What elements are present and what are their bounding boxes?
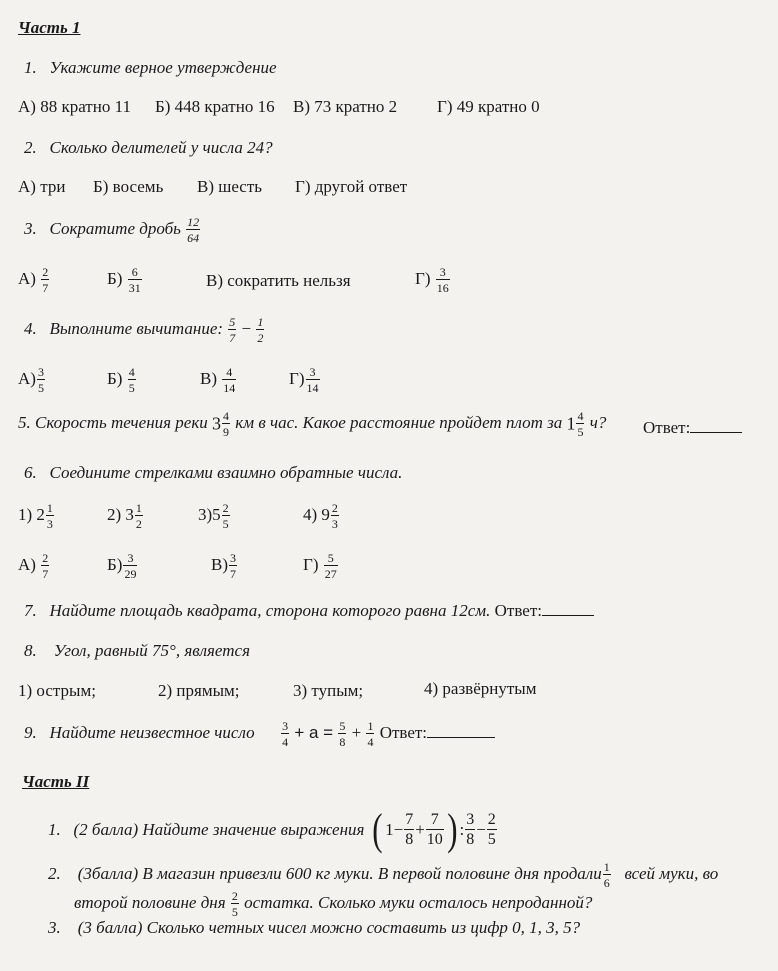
q1-number: 1. bbox=[24, 58, 37, 77]
q3-question bbox=[24, 216, 201, 244]
q6-left-2[interactable]: 2) 3 $\frac{1}{2}$ bbox=[107, 501, 142, 531]
q1-question bbox=[24, 58, 277, 78]
t3-text: (3 балла) Сколько четных чисел можно составить из цифр 0, 1, 3, 5? bbox=[77, 918, 581, 937]
q8-option-4: 4) развёрнутым bbox=[424, 679, 537, 698]
q9-question: 9. Найдите неизвестное число $\frac{3}{4}$ + a = $\frac{5}{8}$ + $\frac{1}{4}$ Ответ: bbox=[24, 720, 495, 748]
q1-option-c: В) 73 кратно 2 bbox=[293, 97, 398, 116]
q2-option-b: Б) восемь bbox=[93, 177, 164, 196]
q9-text: Найдите неизвестное число bbox=[49, 722, 255, 742]
q1-option-b: Б) 448 кратно 16 bbox=[155, 97, 275, 116]
q2-option-c: В) шесть bbox=[197, 177, 263, 196]
q2-text: Сколько делителей у числа 24? bbox=[49, 138, 273, 157]
t1-text: (2 балла) Найдите значение выражения bbox=[73, 820, 365, 839]
q3-option-c: В) сократить нельзя bbox=[206, 271, 351, 290]
q8-number: 8. bbox=[24, 641, 37, 660]
t1-question bbox=[48, 807, 498, 853]
q1-text: Укажите верное утверждение bbox=[49, 58, 277, 77]
q7-answer-label: Ответ: bbox=[494, 601, 542, 620]
q8-question bbox=[24, 641, 250, 661]
q9-answer-blank[interactable] bbox=[427, 723, 495, 738]
q7-number: 7. bbox=[24, 601, 37, 620]
q6-right-b[interactable]: Б) $\frac{3}{29}$ bbox=[107, 551, 137, 581]
q6-left-3[interactable]: 3)5 $\frac{2}{5}$ bbox=[198, 501, 229, 531]
q6-number: 6. bbox=[24, 463, 37, 482]
q7-answer-blank[interactable] bbox=[542, 601, 594, 616]
q2-number: 2. bbox=[24, 138, 37, 157]
t1-expression: ( 1 − $\frac{7}{8}$ + $\frac{7}{10}$ ) : $\frac{3}{8}$ − $\frac{2}{5}$ bbox=[372, 805, 496, 854]
q2-question bbox=[24, 138, 273, 158]
t3-number: 3. bbox=[48, 918, 61, 937]
t2-number: 2. bbox=[48, 863, 61, 883]
q4-number: 4. bbox=[24, 318, 37, 338]
t3-question bbox=[48, 918, 580, 938]
q5-answer[interactable]: Ответ: bbox=[643, 418, 742, 438]
q2-option-a: А) три bbox=[18, 177, 66, 196]
t2-line1: 2. (3балла) В магазин привезли 600 кг муки. В первой половине дня продали $\frac{1}{6}$ всей муки, во bbox=[48, 860, 719, 890]
q8-option-3: 3) тупым; bbox=[293, 681, 364, 700]
q6-left-4[interactable]: 4) 9 $\frac{2}{3}$ bbox=[303, 501, 338, 531]
t2-line2: второй половине дня $\frac{2}{5}$ остатка. Сколько муки осталось непроданной? bbox=[74, 889, 593, 919]
q3-fraction: $\frac{12}{64}$ bbox=[187, 215, 200, 245]
q6-question bbox=[24, 463, 402, 483]
q6-text: Соедините стрелками взаимно обратные числа. bbox=[49, 463, 403, 482]
part2-title: Часть II bbox=[22, 772, 90, 791]
q6-right-d[interactable]: Г) $\frac{5}{27}$ bbox=[303, 551, 337, 581]
q8-option-1: 1) острым; bbox=[18, 681, 96, 700]
q2-option-d: Г) другой ответ bbox=[295, 177, 408, 196]
q9-answer-label: Ответ: bbox=[379, 722, 428, 742]
q1-option-d: Г) 49 кратно 0 bbox=[437, 97, 540, 116]
q3-option-d: Г) $\frac{3}{16}$ bbox=[415, 265, 449, 295]
q3-option-b: Б) $\frac{6}{31}$ bbox=[107, 265, 141, 295]
q6-right-a[interactable]: А) $\frac{2}{7}$ bbox=[18, 551, 49, 581]
q4-option-c: В) $\frac{4}{14}$ bbox=[200, 365, 236, 395]
part1-title: Часть 1 bbox=[18, 18, 81, 37]
q3-number: 3. bbox=[24, 218, 37, 238]
t1-number: 1. bbox=[48, 820, 61, 839]
q5-question: 5. Скорость течения реки 3 $\frac{4}{9}$ км в час. Какое расстояние пройдет плот за 1 $\frac{4}{5}$ ч? bbox=[18, 409, 607, 439]
q4-question: 4. Выполните вычитание: $\frac{5}{7}$ − $\frac{1}{2}$ bbox=[24, 315, 264, 345]
q3-text: Сократите дробь bbox=[49, 218, 181, 238]
q7-question bbox=[24, 601, 594, 621]
q8-text: Угол, равный 75°, является bbox=[53, 641, 250, 660]
q4-option-a: А) $\frac{3}{5}$ bbox=[18, 365, 44, 395]
q4-text: Выполните вычитание: bbox=[49, 318, 224, 338]
q7-text: Найдите площадь квадрата, сторона которого равна 12см. bbox=[49, 601, 491, 620]
q4-option-b: Б) $\frac{4}{5}$ bbox=[107, 365, 135, 395]
q1-option-a: А) 88 кратно 11 bbox=[18, 97, 131, 116]
q6-left-1[interactable]: 1) 2 $\frac{1}{3}$ bbox=[18, 501, 53, 531]
q8-option-2: 2) прямым; bbox=[158, 681, 240, 700]
q4-option-d: Г) $\frac{3}{14}$ bbox=[289, 365, 319, 395]
q6-right-c[interactable]: В) $\frac{3}{7}$ bbox=[211, 551, 236, 581]
q9-number: 9. bbox=[24, 722, 37, 742]
q3-option-a: А) $\frac{2}{7}$ bbox=[18, 265, 49, 295]
q5-answer-blank[interactable] bbox=[690, 418, 742, 433]
